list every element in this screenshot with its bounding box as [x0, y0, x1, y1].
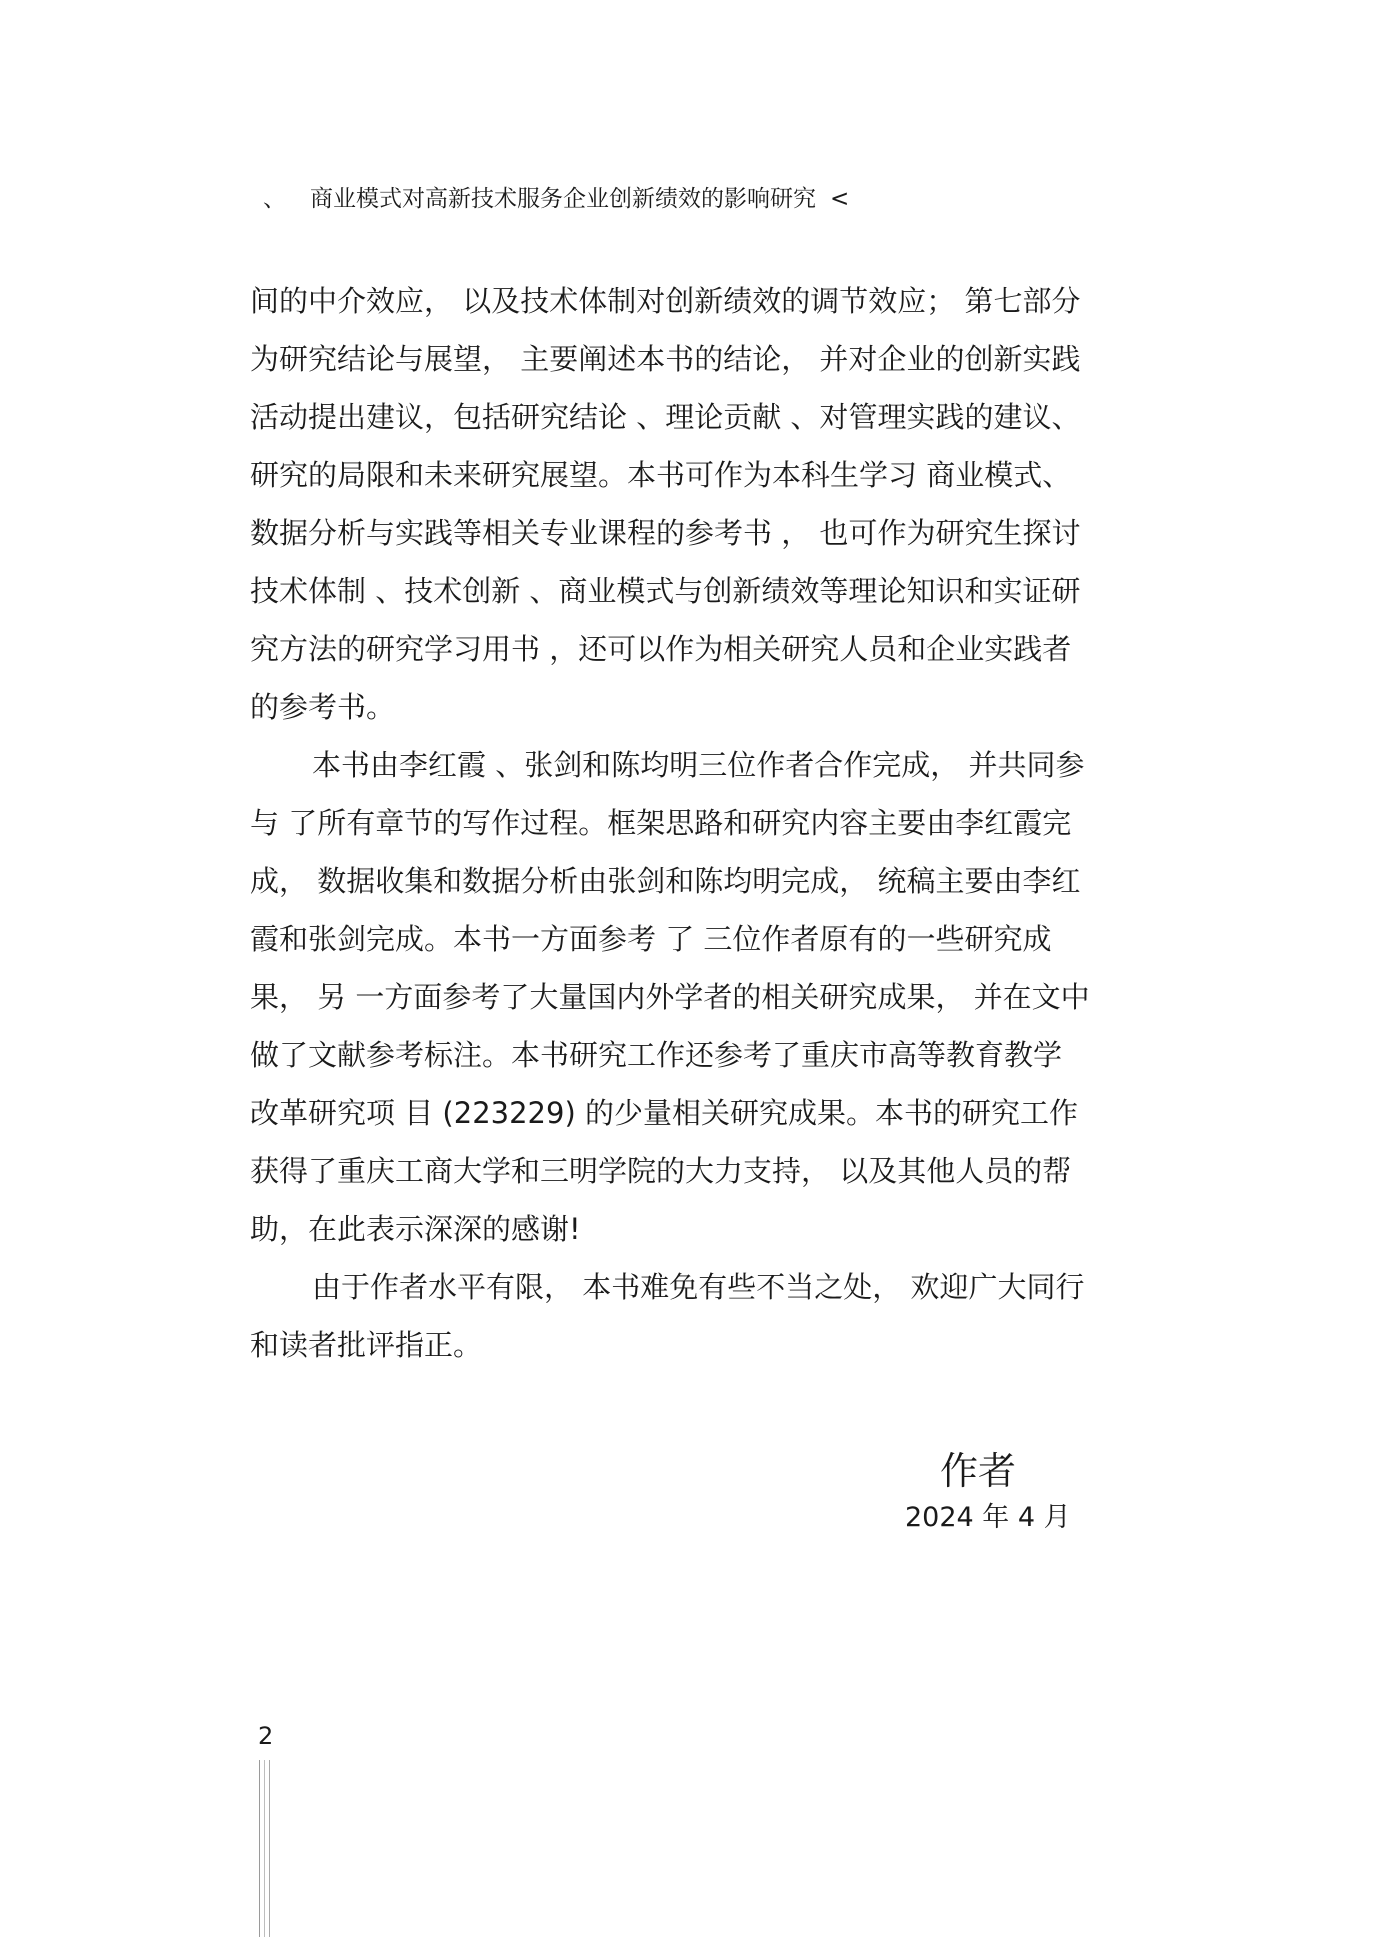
body-line: 获得了重庆工商大学和三明学院的大力支持， 以及其他人员的帮	[250, 1154, 1072, 1188]
body-line: 助，在此表示深深的感谢!	[250, 1212, 581, 1246]
header-title: 商业模式对高新技术服务企业创新绩效的影响研究	[310, 186, 816, 212]
body-line: 间的中介效应， 以及技术体制对创新绩效的调节效应； 第七部分	[250, 284, 1081, 318]
gutter-line	[259, 1760, 260, 1937]
body-line: 改革研究项 目 (223229) 的少量相关研究成果。本书的研究工作	[250, 1096, 1078, 1130]
page-number: 2	[258, 1722, 274, 1750]
body-line: 研究的局限和未来研究展望。本书可作为本科生学习 商业模式、	[250, 458, 1072, 492]
header-mark: 、	[263, 186, 286, 212]
signature-author: 作者	[940, 1449, 1017, 1493]
body-line: 果， 另 一方面参考了大量国内外学者的相关研究成果， 并在文中	[250, 980, 1090, 1014]
body-line: 成， 数据收集和数据分析由张剑和陈均明完成， 统稿主要由李红	[250, 864, 1081, 898]
body-line: 究方法的研究学习用书 ，还可以作为相关研究人员和企业实践者	[250, 632, 1072, 666]
gutter-line	[264, 1760, 265, 1937]
body-line: 霞和张剑完成。本书一方面参考 了 三位作者原有的一些研究成	[250, 922, 1052, 956]
body-line: 数据分析与实践等相关专业课程的参考书 ， 也可作为研究生探讨	[250, 516, 1081, 550]
body-line: 活动提出建议，包括研究结论 、理论贡献 、对管理实践的建议、	[250, 400, 1081, 434]
body-line: 技术体制 、技术创新 、商业模式与创新绩效等理论知识和实证研	[250, 574, 1081, 608]
running-header	[263, 180, 849, 213]
body-text	[250, 272, 1150, 1374]
body-line: 和读者批评指正。	[250, 1328, 483, 1362]
body-line: 的参考书。	[250, 690, 396, 724]
body-line: 本书由李红霞 、张剑和陈均明三位作者合作完成， 并共同参	[312, 748, 1085, 782]
chevron-left-icon: <	[830, 186, 850, 212]
gutter-line	[269, 1760, 270, 1937]
body-line: 由于作者水平有限， 本书难免有些不当之处， 欢迎广大同行	[312, 1270, 1085, 1304]
body-line: 与 了所有章节的写作过程。框架思路和研究内容主要由李红霞完	[250, 806, 1072, 840]
signature-date: 2024 年 4 月	[905, 1502, 1071, 1533]
body-line: 为研究结论与展望， 主要阐述本书的结论， 并对企业的创新实践	[250, 342, 1081, 376]
body-line: 做了文献参考标注。本书研究工作还参考了重庆市高等教育教学	[250, 1038, 1063, 1072]
